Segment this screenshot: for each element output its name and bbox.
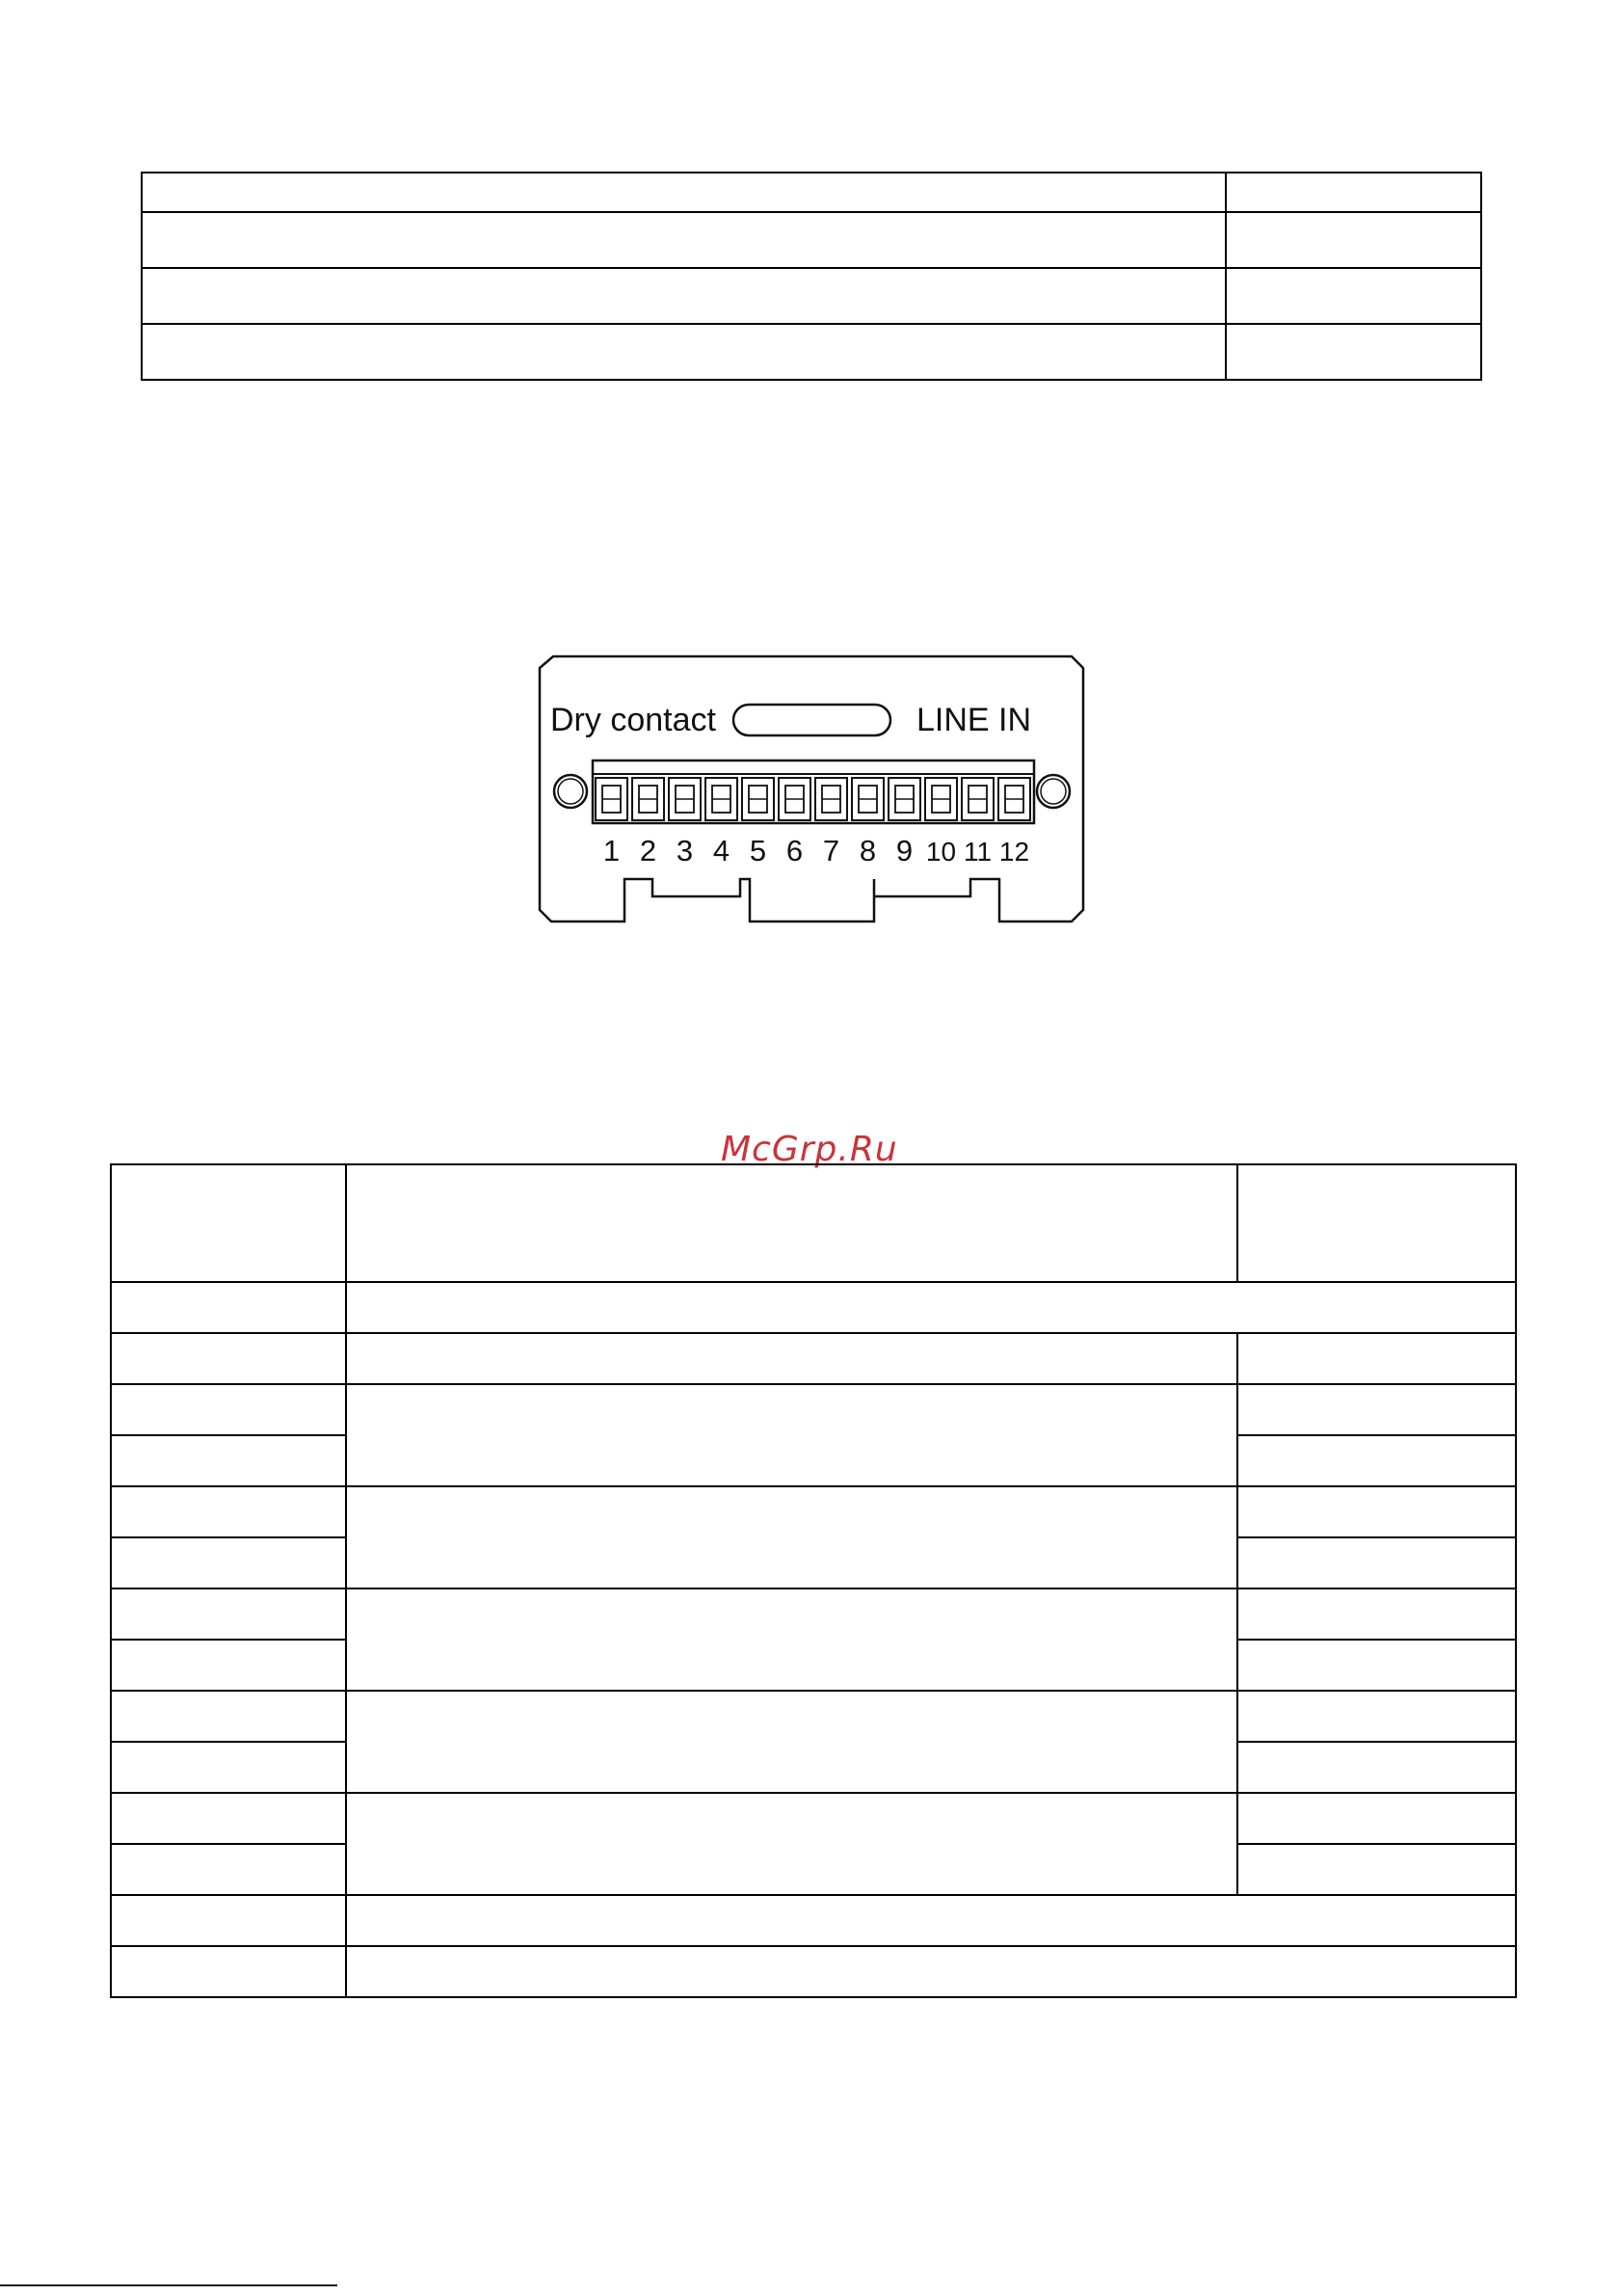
table-row xyxy=(111,1486,1516,1537)
table-row xyxy=(111,1589,1516,1640)
table-cell xyxy=(1237,1793,1516,1844)
pin-number-5: 5 xyxy=(749,834,767,868)
table-cell xyxy=(142,173,1226,212)
table-cell xyxy=(346,1946,1516,1997)
table-cell xyxy=(1237,1384,1516,1435)
pin-number-7: 7 xyxy=(822,834,840,868)
terminal-12 xyxy=(998,778,1030,820)
table-cell xyxy=(1237,1164,1516,1282)
terminals xyxy=(596,778,1030,820)
table-header-row xyxy=(111,1164,1516,1282)
terminal-screw-7 xyxy=(822,786,840,813)
label-slot xyxy=(733,705,890,735)
dry-contact-label: Dry contact xyxy=(550,702,716,738)
line-in-label: LINE IN xyxy=(916,702,1032,738)
pin-labels xyxy=(603,834,1029,868)
table-row xyxy=(111,1333,1516,1384)
table-cell xyxy=(346,1384,1237,1486)
terminal-screw-1 xyxy=(602,786,621,813)
terminal-screw-9 xyxy=(895,786,914,813)
table-cell xyxy=(111,1895,346,1946)
table-cell xyxy=(111,1282,346,1333)
terminal-10 xyxy=(925,778,957,820)
table-row xyxy=(111,1282,1516,1333)
table-cell xyxy=(111,1333,346,1384)
table-row xyxy=(142,173,1481,212)
table-row xyxy=(111,1895,1516,1946)
table-cell xyxy=(346,1589,1237,1691)
table-cell xyxy=(346,1793,1237,1895)
table-cell xyxy=(111,1691,346,1742)
mounting-hole-right-inner xyxy=(1041,779,1066,804)
table-cell xyxy=(111,1435,346,1486)
terminal-screw-3 xyxy=(676,786,694,813)
mounting-hole-right xyxy=(1037,775,1070,808)
terminal-screw-4 xyxy=(712,786,730,813)
table-cell xyxy=(1237,1844,1516,1895)
table-cell xyxy=(1237,1691,1516,1742)
pin-number-1: 1 xyxy=(602,834,621,868)
terminal-5 xyxy=(742,778,774,820)
terminal-screw-10 xyxy=(932,786,950,813)
table-cell xyxy=(346,1333,1237,1384)
table-cell xyxy=(111,1742,346,1793)
table-cell xyxy=(1237,1486,1516,1537)
table-cell xyxy=(346,1164,1237,1282)
terminal-8 xyxy=(852,778,884,820)
table-cell xyxy=(142,324,1226,380)
pin-number-4: 4 xyxy=(712,834,730,868)
table-cell xyxy=(111,1844,346,1895)
table-cell xyxy=(1226,324,1481,380)
table-cell xyxy=(1237,1640,1516,1691)
table-row xyxy=(142,212,1481,268)
table-cell xyxy=(111,1793,346,1844)
table-cell xyxy=(111,1946,346,1997)
terminal-3 xyxy=(669,778,701,820)
table-row xyxy=(111,1691,1516,1742)
top-table xyxy=(141,172,1482,381)
table-cell xyxy=(1226,212,1481,268)
table-cell xyxy=(111,1384,346,1435)
pin-number-12: 12 xyxy=(998,837,1030,867)
mounting-hole-left xyxy=(554,775,587,808)
table-cell xyxy=(142,268,1226,324)
footer-rule xyxy=(0,2284,337,2286)
pin-number-9: 9 xyxy=(895,834,914,868)
table-cell xyxy=(111,1640,346,1691)
terminal-screw-5 xyxy=(749,786,767,813)
terminal-1 xyxy=(596,778,627,820)
terminal-9 xyxy=(889,778,920,820)
terminal-6 xyxy=(779,778,810,820)
table-cell xyxy=(1237,1435,1516,1486)
table-cell xyxy=(346,1282,1516,1333)
table-cell xyxy=(1226,268,1481,324)
pin-number-6: 6 xyxy=(785,834,804,868)
terminal-11 xyxy=(962,778,994,820)
table-cell xyxy=(346,1486,1237,1589)
terminal-screw-11 xyxy=(969,786,987,813)
pin-number-10: 10 xyxy=(925,837,957,867)
terminal-4 xyxy=(705,778,737,820)
table-row xyxy=(142,268,1481,324)
pin-table xyxy=(110,1163,1517,1998)
pin-number-11: 11 xyxy=(963,837,993,867)
terminal-screw-2 xyxy=(639,786,657,813)
pin-number-8: 8 xyxy=(859,834,877,868)
table-row xyxy=(111,1946,1516,1997)
table-row xyxy=(142,324,1481,380)
terminal-7 xyxy=(815,778,847,820)
pin-number-2: 2 xyxy=(639,834,657,868)
table-cell xyxy=(111,1589,346,1640)
terminal-screw-8 xyxy=(859,786,877,813)
table-cell xyxy=(111,1537,346,1589)
panel-outline xyxy=(540,656,1083,921)
table-row xyxy=(111,1384,1516,1435)
table-cell xyxy=(1237,1333,1516,1384)
table-cell xyxy=(346,1895,1516,1946)
table-cell xyxy=(1237,1537,1516,1589)
terminal-block xyxy=(593,761,1034,823)
table-cell xyxy=(346,1691,1237,1793)
table-cell xyxy=(111,1164,346,1282)
table-cell xyxy=(111,1486,346,1537)
mounting-hole-left-inner xyxy=(558,779,583,804)
table-cell xyxy=(142,212,1226,268)
terminal-2 xyxy=(632,778,664,820)
watermark: McGrp.Ru xyxy=(721,1130,898,1169)
table-cell xyxy=(1237,1742,1516,1793)
terminal-screw-6 xyxy=(785,786,804,813)
table-cell xyxy=(1226,173,1481,212)
pin-number-3: 3 xyxy=(676,834,694,868)
table-row xyxy=(111,1793,1516,1844)
terminal-screw-12 xyxy=(1005,786,1023,813)
table-cell xyxy=(1237,1589,1516,1640)
